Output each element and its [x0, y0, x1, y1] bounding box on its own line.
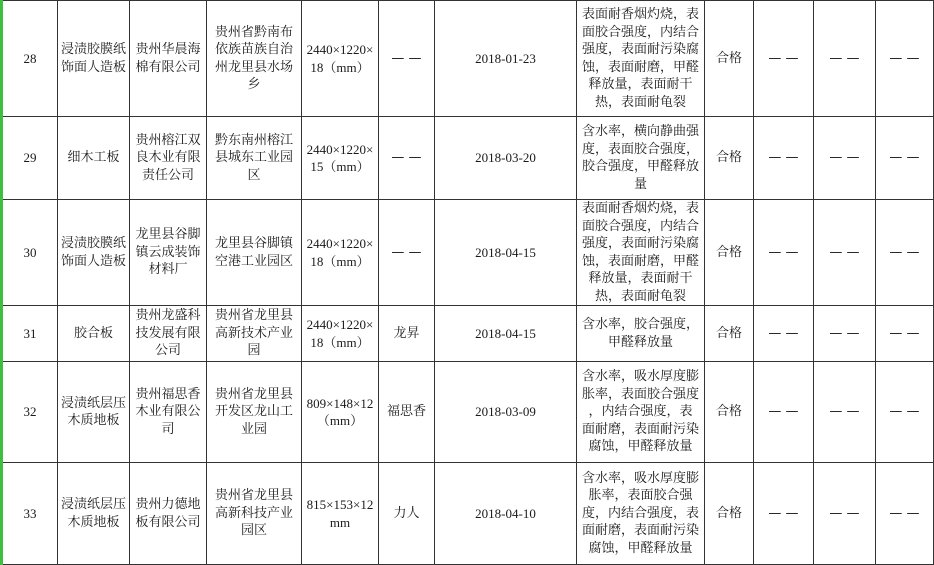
test-items-cell: [577, 362, 705, 463]
table-row: [2, 1, 934, 117]
production-date-cell: 2018-04-15: [435, 306, 577, 362]
company-name-cell: 贵州榕江双良木业有限责任公司: [130, 117, 207, 200]
table-body: [2, 1, 934, 565]
production-date-cell: 2018-03-09: [435, 362, 577, 463]
test-item-line: 释放量，表面耐干: [588, 271, 693, 286]
table-row: [2, 362, 934, 463]
test-items-cell: [577, 117, 705, 200]
test-item-line: 面胶合强度，内结合: [581, 24, 699, 40]
test-item-line: 量: [633, 176, 647, 192]
spec-line: 2440×1220×: [306, 317, 374, 332]
test-item-line: 含水率，横向静曲强: [581, 124, 699, 139]
test-item-line: 含水率，吸水厚度膨: [581, 470, 699, 486]
empty-cell-11: — —: [814, 200, 876, 306]
company-name-cell: 贵州力德地板有限公司: [130, 463, 207, 565]
product-name-cell: 浸渍纸层压木质地板: [58, 463, 130, 565]
test-item-line: ，内结合强度，表: [588, 404, 693, 420]
test-item-line: 强度，表面耐污染腐: [581, 236, 699, 251]
table-row: [2, 306, 934, 362]
company-name-cell: 贵州龙盛科技发展有限公司: [130, 306, 207, 362]
product-name-cell: 浸渍纸层压木质地板: [58, 362, 130, 463]
specification-cell: [302, 362, 379, 463]
serial-number-cell: 28: [2, 1, 58, 117]
empty-cell-11: — —: [814, 117, 876, 200]
test-item-line: 腐蚀，甲醛释放量: [588, 439, 693, 455]
empty-cell-10: — —: [754, 117, 814, 200]
specification-cell: [302, 306, 379, 362]
result-cell: 合格: [705, 200, 754, 306]
result-cell: 合格: [705, 306, 754, 362]
test-item-line: 热，表面耐龟裂: [594, 94, 686, 110]
serial-number-cell: 33: [2, 463, 58, 565]
serial-number-cell: 30: [2, 200, 58, 306]
company-address-cell: 贵州省龙里县开发区龙山工业园: [207, 362, 302, 463]
brand-cell: — —: [379, 117, 435, 200]
empty-cell-12: — —: [876, 362, 934, 463]
test-item-line: 强度，表面耐污染腐: [581, 42, 699, 57]
test-item-line: 面耐磨，表面耐污染: [581, 421, 699, 437]
result-cell: 合格: [705, 117, 754, 200]
empty-cell-10: — —: [754, 1, 814, 117]
spec-line: 15（mm）: [310, 159, 370, 174]
spec-line: 2440×1220×: [306, 42, 374, 57]
empty-cell-11: — —: [814, 306, 876, 362]
spec-line: mm: [329, 514, 351, 530]
spec-line: 2440×1220×: [306, 141, 374, 157]
result-cell: 合格: [705, 1, 754, 117]
brand-cell: — —: [379, 1, 435, 117]
test-items-cell: [577, 1, 705, 117]
table-row: [2, 117, 934, 200]
company-address-cell: 黔东南州榕江县城东工业园区: [207, 117, 302, 200]
test-item-line: 度，表面胶合强度，: [581, 141, 699, 157]
production-date-cell: 2018-04-10: [435, 463, 577, 565]
production-date-cell: 2018-03-20: [435, 117, 577, 200]
brand-cell: 福思香: [379, 362, 435, 463]
empty-cell-10: — —: [754, 463, 814, 565]
test-item-line: 含水率，胶合强度，: [581, 317, 699, 332]
test-item-line: 蚀，表面耐磨，甲醛: [581, 253, 699, 269]
company-address-cell: 贵州省龙里县高新技术产业园: [207, 306, 302, 362]
empty-cell-12: — —: [876, 463, 934, 565]
company-name-cell: 龙里县谷脚镇云成装饰材料厂: [130, 200, 207, 306]
empty-cell-10: — —: [754, 200, 814, 306]
spec-line: 18（mm）: [310, 334, 370, 350]
table-row: [2, 200, 934, 306]
result-cell: 合格: [705, 463, 754, 565]
empty-cell-10: — —: [754, 362, 814, 463]
product-name-cell: 胶合板: [58, 306, 130, 362]
company-name-cell: 贵州华晨海棉有限公司: [130, 1, 207, 117]
product-name-cell: 细木工板: [58, 117, 130, 200]
test-item-line: 度，内结合强度，表: [581, 505, 699, 521]
empty-cell-12: — —: [876, 1, 934, 117]
test-item-line: 胶合强度，甲醛释放: [581, 159, 699, 174]
specification-cell: [302, 200, 379, 306]
empty-cell-10: — —: [754, 306, 814, 362]
test-item-line: 含水率，吸水厚度膨: [581, 369, 699, 385]
test-item-line: 腐蚀，甲醛释放量: [588, 540, 693, 556]
company-address-cell: 贵州省黔南布依族苗族自治州龙里县水场乡: [207, 1, 302, 117]
test-items-cell: [577, 200, 705, 306]
company-name-cell: 贵州福思香木业有限公司: [130, 362, 207, 463]
test-item-line: 面耐磨，表面耐污染: [581, 523, 699, 539]
spec-line: 18（mm）: [310, 59, 370, 75]
empty-cell-11: — —: [814, 362, 876, 463]
brand-cell: — —: [379, 200, 435, 306]
test-item-line: 热，表面耐龟裂: [594, 288, 686, 304]
spec-line: 2440×1220×: [306, 236, 374, 251]
test-item-line: 甲醛释放量: [607, 334, 673, 350]
test-items-cell: [577, 306, 705, 362]
spec-line: 815×153×12: [306, 497, 374, 512]
serial-number-cell: 29: [2, 117, 58, 200]
brand-cell: 龙昇: [379, 306, 435, 362]
production-date-cell: 2018-01-23: [435, 1, 577, 117]
test-item-line: 胀率，表面胶合强度: [581, 386, 699, 402]
brand-cell: 力人: [379, 463, 435, 565]
specification-cell: [302, 1, 379, 117]
product-name-cell: 浸渍胶膜纸饰面人造板: [58, 1, 130, 117]
empty-cell-12: — —: [876, 117, 934, 200]
test-item-line: 释放量，表面耐干: [588, 77, 693, 92]
test-item-line: 胀率，表面胶合强: [588, 488, 693, 504]
production-date-cell: 2018-04-15: [435, 200, 577, 306]
test-items-cell: [577, 463, 705, 565]
specification-cell: [302, 117, 379, 200]
empty-cell-11: — —: [814, 463, 876, 565]
spec-line: 809×148×12: [306, 395, 374, 411]
product-name-cell: 浸渍胶膜纸饰面人造板: [58, 200, 130, 306]
test-item-line: 表面耐香烟灼烧，表: [581, 7, 699, 22]
result-cell: 合格: [705, 362, 754, 463]
serial-number-cell: 32: [2, 362, 58, 463]
specification-cell: [302, 463, 379, 565]
company-address-cell: 贵州省龙里县高新科技产业园区: [207, 463, 302, 565]
test-item-line: 面胶合强度，内结合: [581, 218, 699, 234]
spec-line: 18（mm）: [310, 253, 370, 269]
empty-cell-12: — —: [876, 200, 934, 306]
test-item-line: 蚀，表面耐磨，甲醛: [581, 59, 699, 75]
serial-number-cell: 31: [2, 306, 58, 362]
spec-line: （mm）: [316, 413, 364, 428]
empty-cell-11: — —: [814, 1, 876, 117]
company-address-cell: 龙里县谷脚镇空港工业园区: [207, 200, 302, 306]
table-row: [2, 463, 934, 565]
test-item-line: 表面耐香烟灼烧，表: [581, 201, 699, 216]
empty-cell-12: — —: [876, 306, 934, 362]
